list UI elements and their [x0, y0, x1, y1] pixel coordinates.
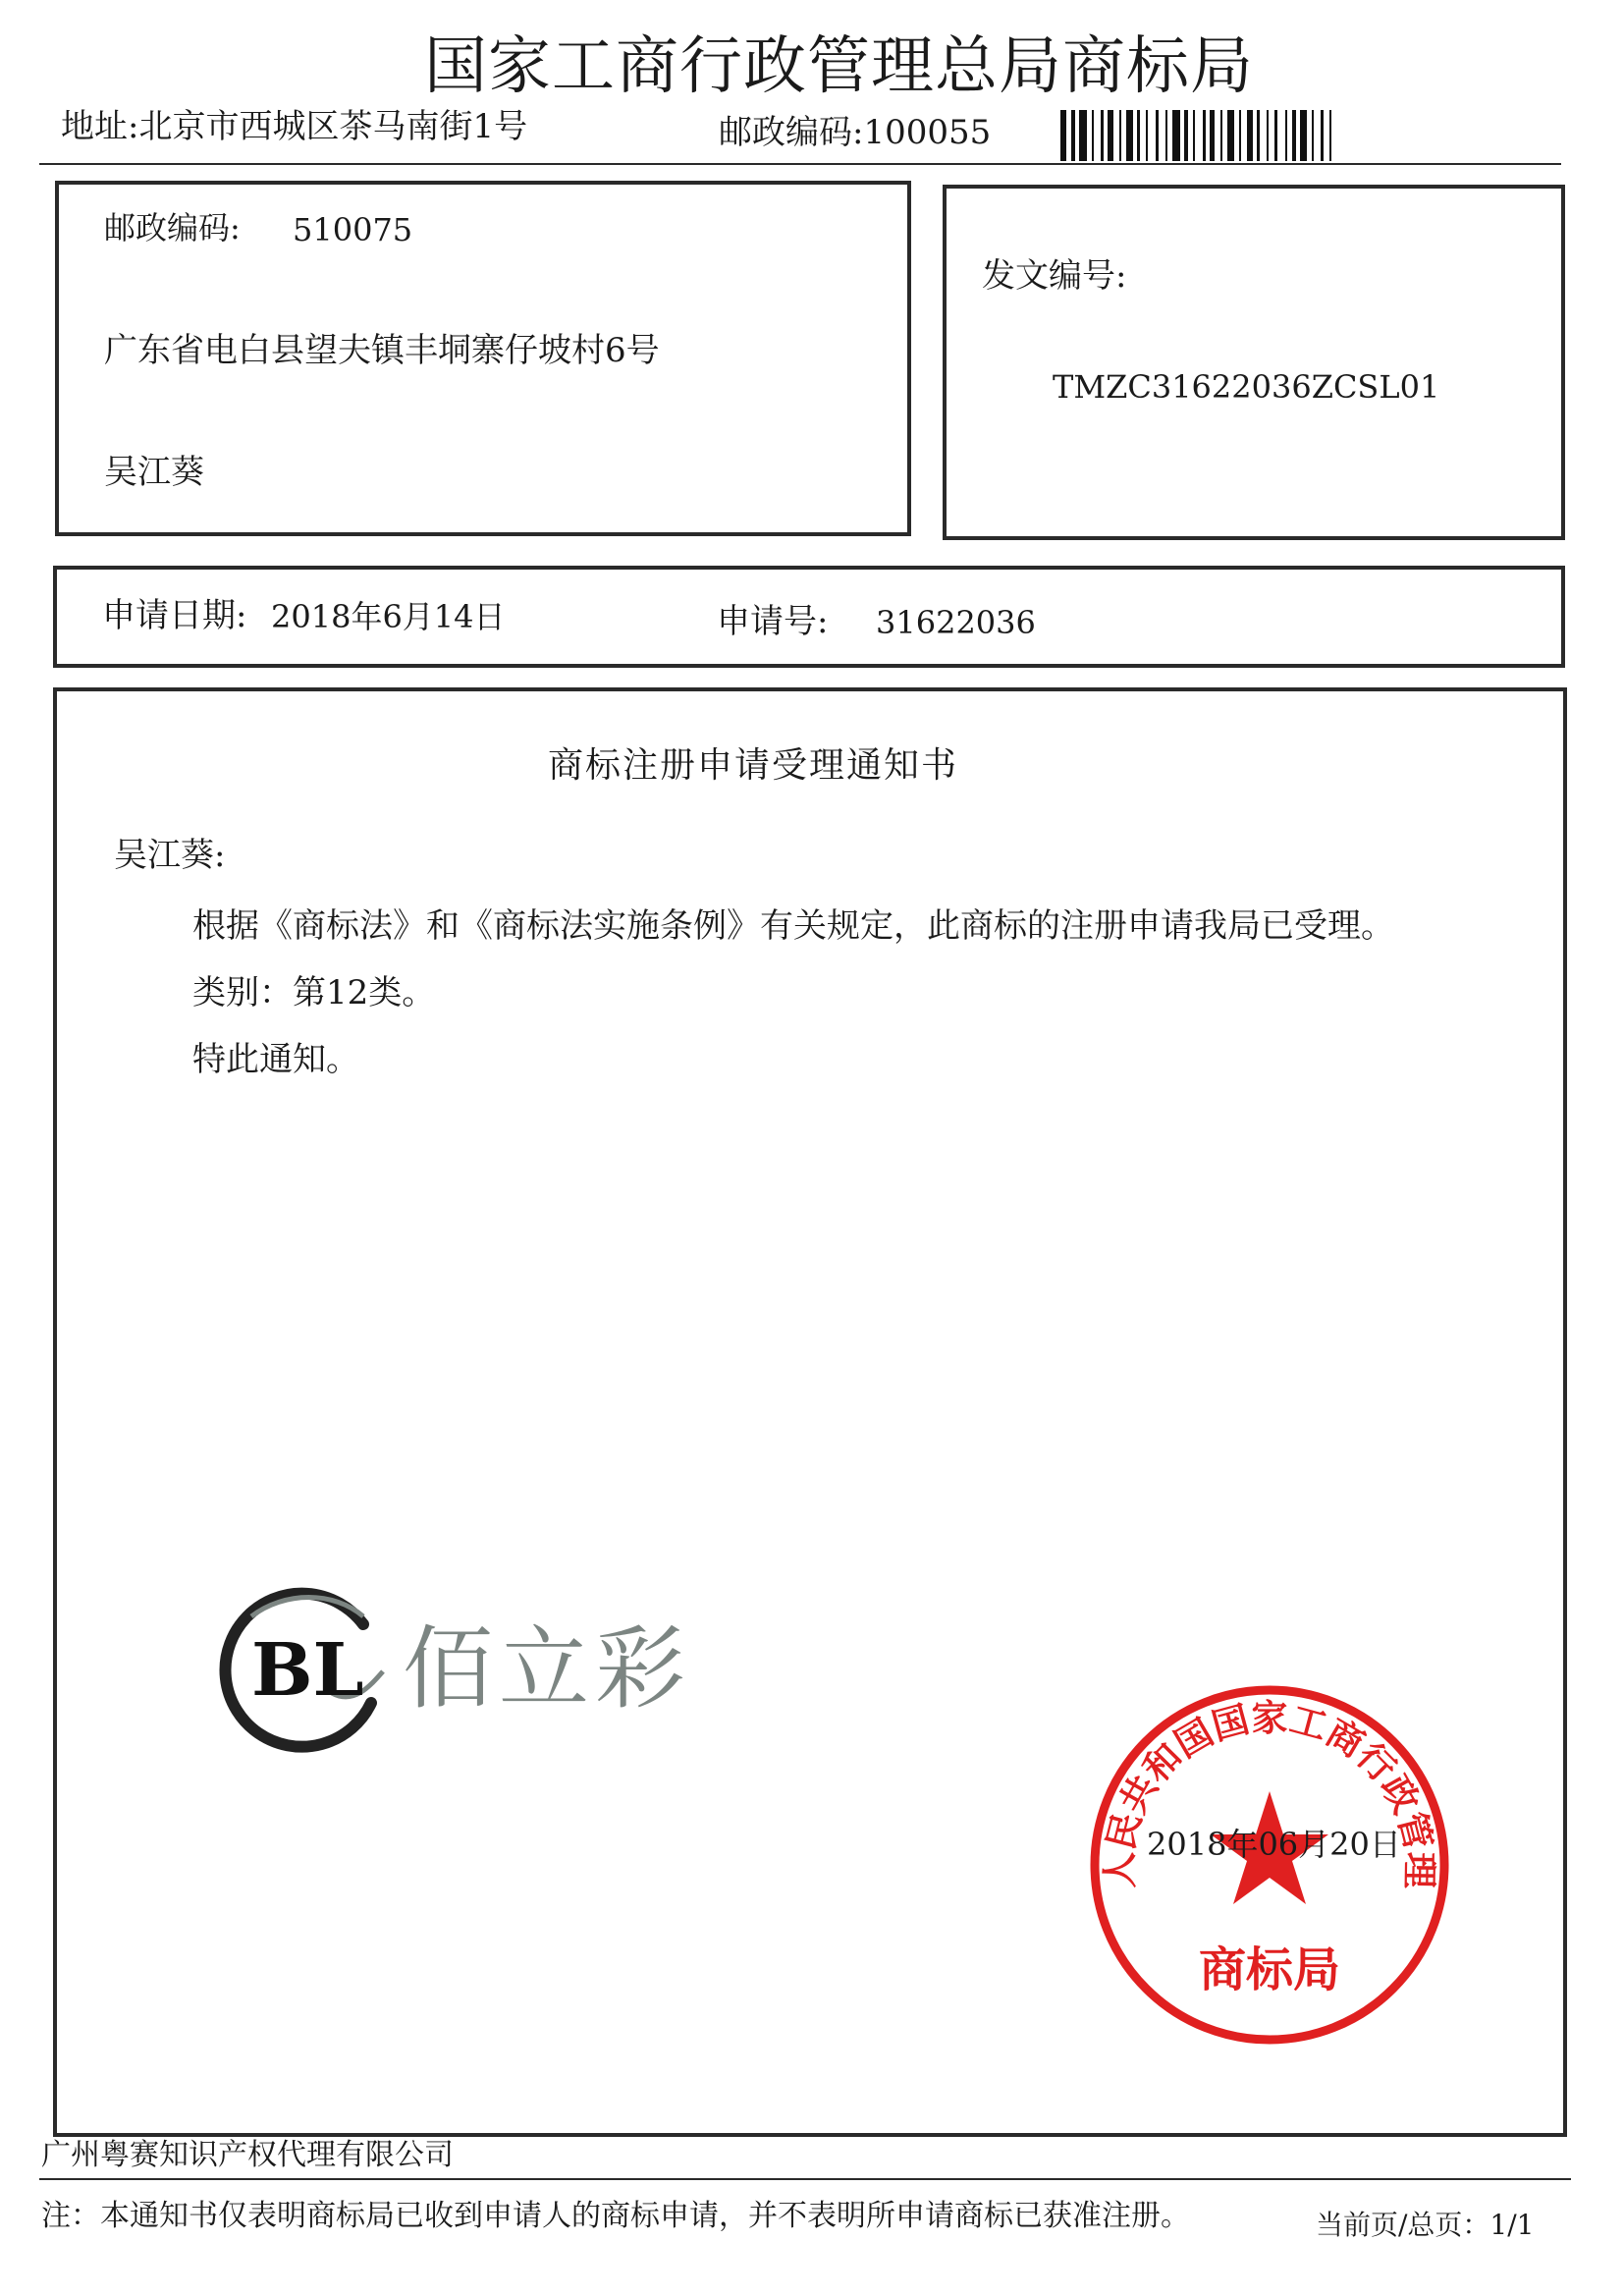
header-title: 国家工商行政管理总局商标局	[424, 30, 1254, 103]
seal-center-text: 商标局	[1198, 1942, 1341, 1997]
header-rule	[39, 163, 1561, 165]
barcode-bar	[1165, 110, 1167, 161]
barcode-bar	[1285, 110, 1287, 161]
doc-number-label: 发文编号:	[982, 256, 1127, 296]
barcode-bar	[1267, 110, 1269, 161]
barcode-bar	[1137, 110, 1140, 161]
recipient-name: 吴江葵	[104, 453, 204, 492]
recipient-box	[55, 181, 911, 536]
barcode-bar	[1156, 110, 1159, 161]
notice-body-line2: 类别：第12类。	[192, 973, 436, 1012]
seal-ring-text: 人民共和国国家工商行政管理	[1098, 1696, 1441, 1889]
barcode-bar	[1292, 110, 1296, 161]
application-number-value: 31622036	[876, 604, 1036, 641]
doc-number-value: TMZC31622036ZCSL01	[1053, 368, 1440, 406]
barcode-bar	[1060, 110, 1066, 161]
barcode-bar	[1146, 110, 1148, 161]
barcode-bar	[1172, 110, 1180, 161]
barcode-bar	[1312, 110, 1314, 161]
recipient-postcode-value: 510075	[293, 211, 413, 248]
barcode-bar	[1329, 110, 1331, 161]
notice-box	[53, 687, 1567, 2137]
seal-date: 2018年06月20日	[1147, 1826, 1401, 1863]
barcode-bar	[1220, 110, 1222, 161]
application-date-label: 申请日期:	[102, 596, 247, 635]
header-postcode: 邮政编码:100055	[719, 113, 992, 152]
barcode-bar	[1247, 110, 1253, 161]
barcode-bar	[1274, 110, 1277, 161]
barcode-bar	[1079, 110, 1087, 161]
barcode-bar	[1203, 110, 1206, 161]
application-number-label: 申请号:	[717, 602, 829, 641]
barcode-bar	[1071, 110, 1075, 161]
notice-body-line3: 特此通知。	[192, 1040, 359, 1079]
agent-name: 广州粤赛知识产权代理有限公司	[41, 2138, 454, 2172]
bl-logo-letters: BL	[251, 1628, 364, 1713]
application-date-value: 2018年6月14日	[271, 598, 506, 635]
official-seal	[1078, 1673, 1461, 2056]
application-box	[53, 566, 1565, 668]
notice-title: 商标注册申请受理通知书	[548, 745, 959, 786]
footer-page: 当前页/总页：1/1	[1316, 2209, 1535, 2241]
barcode-bar	[1210, 110, 1215, 161]
notice-body-line1: 根据《商标法》和《商标法实施条例》有关规定，此商标的注册申请我局已受理。	[192, 906, 1394, 946]
barcode-bar	[1108, 110, 1113, 161]
barcode-bar	[1092, 110, 1094, 161]
barcode-bar	[1119, 110, 1121, 161]
barcode-bar	[1101, 110, 1104, 161]
barcode-bar	[1257, 110, 1260, 161]
barcode-bar	[1227, 110, 1234, 161]
barcode	[1060, 110, 1559, 161]
recipient-postcode-label: 邮政编码:	[104, 209, 241, 246]
barcode-bar	[1300, 110, 1307, 161]
barcode-bar	[1193, 110, 1195, 161]
barcode-bar	[1321, 110, 1324, 161]
bl-logo-mark	[216, 1577, 393, 1754]
header-address: 地址:北京市西城区茶马南街1号	[61, 107, 528, 146]
notice-salutation: 吴江葵:	[114, 836, 226, 875]
footer-note: 注：本通知书仅表明商标局已收到申请人的商标申请，并不表明所申请商标已获准注册。	[41, 2199, 1190, 2233]
bl-logo-name: 佰立彩	[403, 1616, 692, 1722]
barcode-bar	[1126, 110, 1133, 161]
doc-number-box	[943, 185, 1565, 540]
footer-rule	[39, 2178, 1571, 2180]
barcode-bar	[1239, 110, 1241, 161]
recipient-address: 广东省电白县望夫镇丰垌寨仔坡村6号	[104, 331, 660, 370]
barcode-bar	[1184, 110, 1188, 161]
